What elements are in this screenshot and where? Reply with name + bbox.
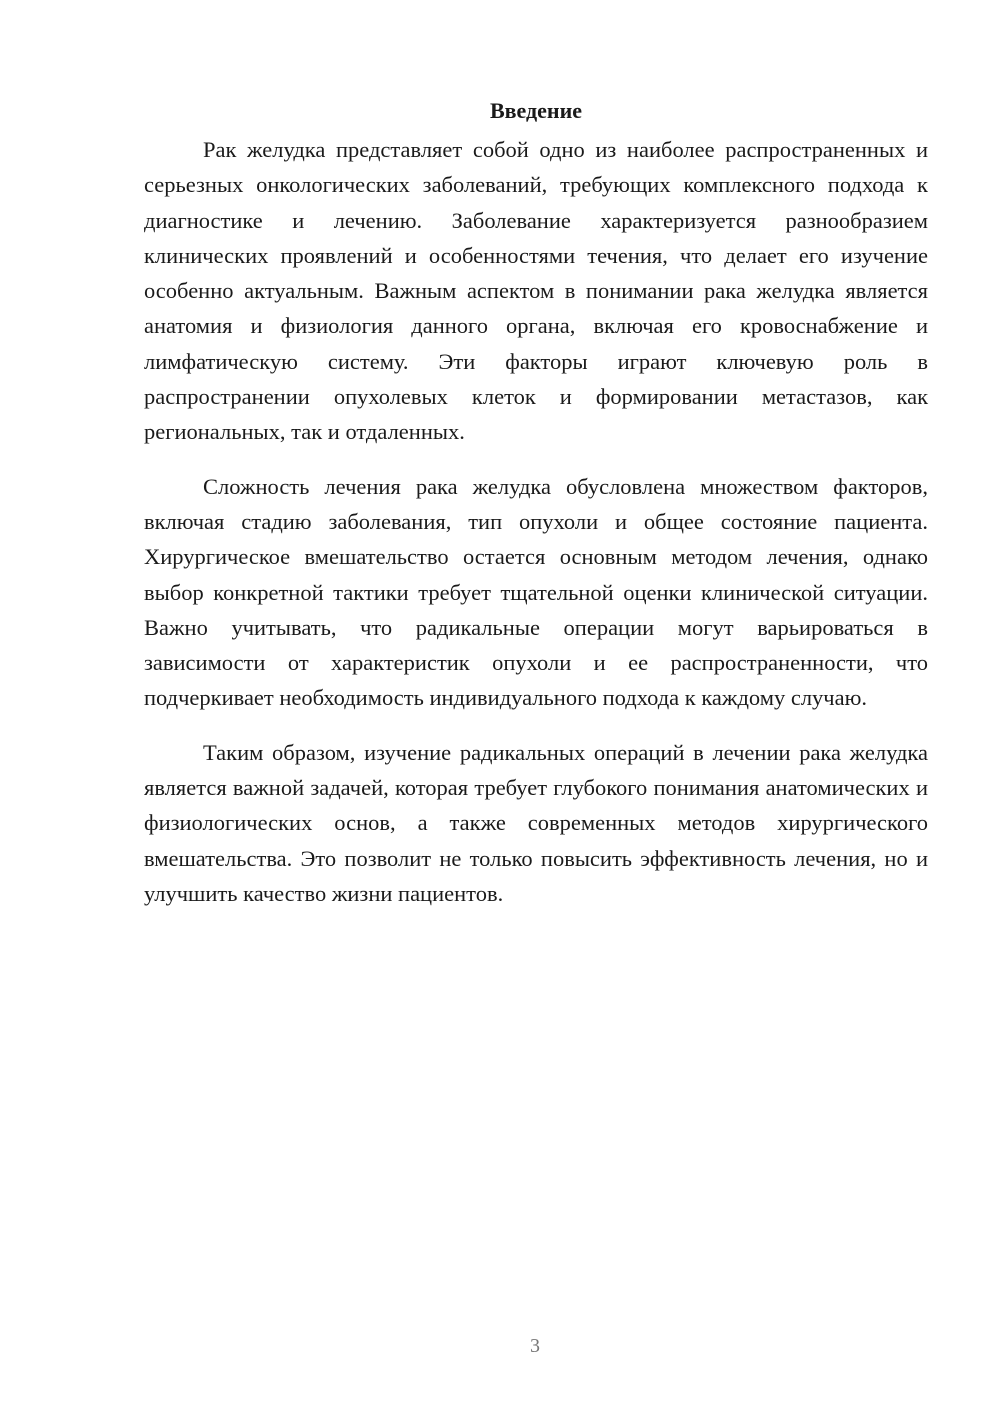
paragraph-treatment: Сложность лечения рака желудка обусловлена множеством факторов, включая стадию заболевания, тип опухоли и общее состояние пациента. Хирургическое вмешательство остается основным методом лечения, однако выбор конкретной тактики требует тщательной оценки клинической ситуации. Важно учитывать, что радикальные операции могут варьироваться в зависимости от характеристик опухоли и ее распространенности, что подчеркивает необходимость индивидуального подхода к каждому случаю. [144, 473, 928, 711]
paragraph-conclusion: Таким образом, изучение радикальных операций в лечении рака желудка является важной задачей, которая требует глубокого понимания анатомических и физиологических основ, а также современных методов хирургического вмешательства. Это позволит не только повысить эффективность лечения, но и улучшить качество жизни пациентов. [144, 739, 928, 906]
page-content [144, 96, 928, 930]
page-number: 3 [530, 1335, 540, 1357]
paragraph-intro: Рак желудка представляет собой одно из наиболее распространенных и серьезных онкологических заболеваний, требующих комплексного подхода к диагностике и лечению. Заболевание характеризуется разнообразием клинических проявлений и особенностями течения, что делает его изучение особенно актуальным. Важным аспектом в понимании рака желудка является анатомия и физиология данного органа, включая его кровоснабжение и лимфатическую систему. Эти факторы играют ключевую роль в распространении опухолевых клеток и формировании метастазов, как региональных, так и отдаленных. [144, 137, 928, 445]
section-heading: Введение [489, 98, 583, 123]
